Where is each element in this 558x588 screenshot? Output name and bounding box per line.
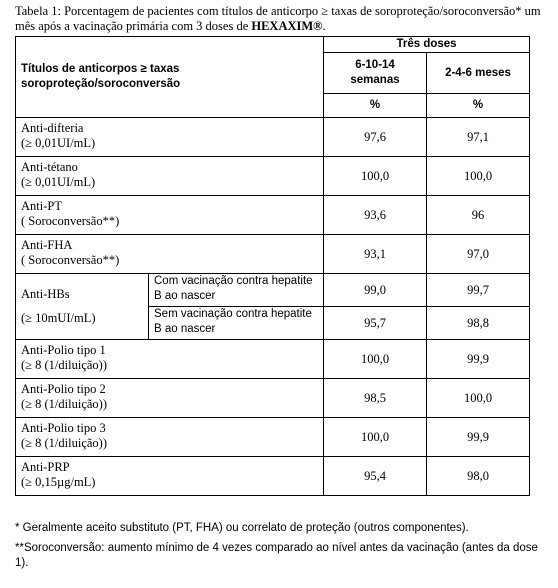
row-label-cell (16, 340, 324, 379)
value-col1: 93,1 (324, 235, 427, 274)
value-col1: 95,4 (324, 457, 427, 496)
table-row (16, 457, 530, 496)
hbs-label-cell (16, 274, 149, 340)
table-row (16, 379, 530, 418)
row-name: Anti-PRP (21, 460, 70, 474)
row-detail: ( Soroconversão**) (21, 253, 120, 267)
header-col2: 2-4-6 meses (445, 66, 511, 79)
row-label-cell (16, 118, 324, 157)
row-detail: (≥ 0,15µg/mL) (21, 475, 96, 489)
header-group-cell (324, 37, 530, 53)
value-col2: 96 (427, 196, 530, 235)
value-col2: 99,7 (427, 274, 530, 307)
table-row-hbs-with (16, 274, 530, 307)
table-row (16, 196, 530, 235)
row-label-cell (16, 418, 324, 457)
value-col2: 97,0 (427, 235, 530, 274)
value-col2: 99,9 (427, 340, 530, 379)
row-label-cell (16, 235, 324, 274)
caption-product-name: HEXAXIM® (251, 19, 323, 33)
row-detail: (≥ 0,01UI/mL) (21, 175, 96, 189)
caption-period: . (322, 19, 326, 33)
seroprotection-table (15, 36, 530, 496)
table-row (16, 118, 530, 157)
footnote-1: * Geralmente aceito substituto (PT, FHA) ou correlato de proteção (outros componentes). (15, 522, 469, 534)
table-row (16, 157, 530, 196)
header-col1-cell (324, 53, 427, 94)
row-name: Anti-FHA (21, 238, 73, 252)
row-name: Anti-tétano (21, 160, 78, 174)
header-unit2-cell (427, 94, 530, 118)
row-detail: (≥ 8 (1/diluição)) (21, 397, 107, 411)
header-row-label-cell (16, 37, 324, 118)
row-name: Anti-Polio tipo 3 (21, 421, 106, 435)
value-col2: 98,8 (427, 307, 530, 340)
value-col2: 98,0 (427, 457, 530, 496)
footnote-2: **Soroconversão: aumento mínimo de 4 vezes comparado ao nível antes da vacinação (antes da dose 1). (15, 542, 538, 569)
header-col1: 6-10-14 semanas (350, 59, 400, 86)
row-detail: ( Soroconversão**) (21, 214, 120, 228)
value-col1: 98,5 (324, 379, 427, 418)
value-col1: 100,0 (324, 340, 427, 379)
row-label-cell (16, 157, 324, 196)
row-label-cell (16, 196, 324, 235)
header-unit1-cell (324, 94, 427, 118)
row-name: Anti-HBs (21, 287, 70, 301)
row-detail: (≥ 0,01UI/mL) (21, 136, 96, 150)
value-col2: 100,0 (427, 157, 530, 196)
row-detail: (≥ 8 (1/diluição)) (21, 436, 107, 450)
row-name: Anti-Polio tipo 1 (21, 343, 106, 357)
row-name: Anti-difteria (21, 121, 84, 135)
row-name: Anti-Polio tipo 2 (21, 382, 106, 396)
row-label-cell (16, 379, 324, 418)
header-unit1: % (369, 99, 381, 111)
value-col1: 93,6 (324, 196, 427, 235)
value-col1: 100,0 (324, 418, 427, 457)
value-col2: 99,9 (427, 418, 530, 457)
value-col1: 100,0 (324, 157, 427, 196)
hbs-sub2-label: Sem vacinação contra hepatite B ao nascer (149, 307, 324, 340)
value-col1: 97,6 (324, 118, 427, 157)
table-caption (15, 4, 543, 34)
row-name: Anti-PT (21, 199, 62, 213)
hbs-sub1-label: Com vacinação contra hepatite B ao nascer (149, 274, 324, 307)
header-unit2: % (472, 99, 484, 111)
value-col1: 95,7 (324, 307, 427, 340)
value-col2: 97,1 (427, 118, 530, 157)
header-col2-cell (427, 53, 530, 94)
header-group-label: Três doses (396, 38, 457, 50)
table-row (16, 235, 530, 274)
header-row-label: Títulos de anticorpos ≥ taxas soroproteção/soroconversão (21, 63, 181, 90)
row-detail: (≥ 10mUI/mL) (21, 311, 96, 325)
caption-text: Tabela 1: Porcentagem de pacientes com títulos de anticorpo ≥ taxas de soroproteção/soroconversão* um mês após a vacinação primária com 3 doses de (15, 4, 541, 33)
value-col2: 100,0 (427, 379, 530, 418)
value-col1: 99,0 (324, 274, 427, 307)
row-detail: (≥ 8 (1/diluição)) (21, 358, 107, 372)
table-row (16, 418, 530, 457)
row-label-cell (16, 457, 324, 496)
header-row-group (16, 37, 530, 53)
table-row (16, 340, 530, 379)
